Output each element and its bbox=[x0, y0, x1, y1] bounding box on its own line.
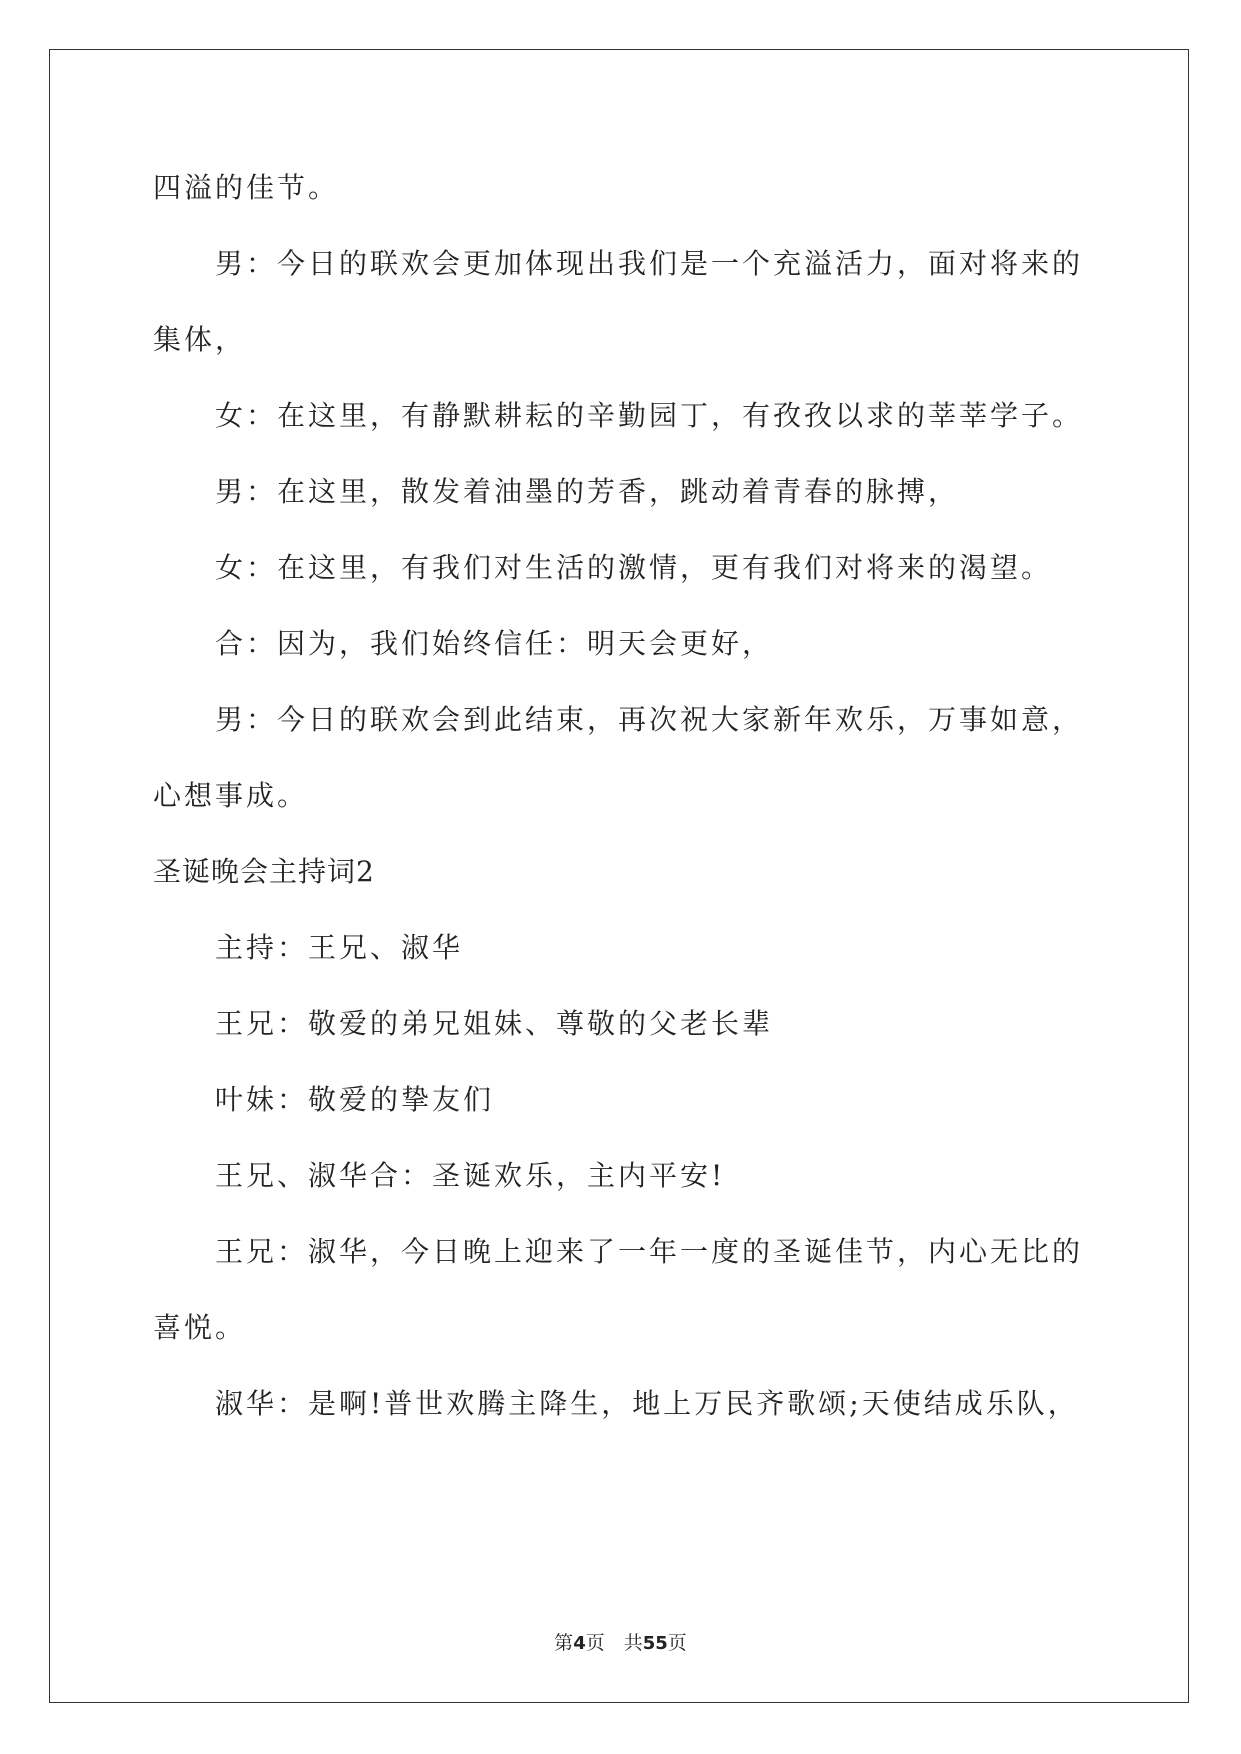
paragraph-line: 喜悦。 bbox=[153, 1311, 247, 1344]
footer-page-number: 4 bbox=[573, 1633, 586, 1654]
paragraph-line: 男：今日的联欢会到此结束，再次祝大家新年欢乐，万事如意， bbox=[215, 703, 1084, 736]
paragraph-line: 叶妹：敬爱的挚友们 bbox=[215, 1083, 495, 1116]
paragraph-line: 王兄：淑华，今日晚上迎来了一年一度的圣诞佳节，内心无比的 bbox=[215, 1235, 1084, 1268]
paragraph-line: 男：在这里，散发着油墨的芳香，跳动着青春的脉搏， bbox=[215, 475, 960, 508]
footer-page-prefix: 第 bbox=[554, 1632, 574, 1654]
paragraph-line: 女：在这里，有静默耕耘的辛勤园丁，有孜孜以求的莘莘学子。 bbox=[215, 399, 1084, 432]
footer-total-pages: 55 bbox=[642, 1633, 668, 1654]
paragraph-line: 女：在这里，有我们对生活的激情，更有我们对将来的渴望。 bbox=[215, 551, 1053, 584]
paragraph-line: 主持：王兄、淑华 bbox=[215, 931, 464, 964]
paragraph-line: 王兄：敬爱的弟兄姐妹、尊敬的父老长辈 bbox=[215, 1007, 774, 1040]
paragraph-line: 王兄、淑华合：圣诞欢乐，主内平安! bbox=[215, 1159, 726, 1192]
footer-page-suffix: 页 bbox=[667, 1632, 687, 1654]
paragraph-line: 合：因为，我们始终信任：明天会更好， bbox=[215, 627, 774, 660]
paragraph-line: 四溢的佳节。 bbox=[153, 171, 340, 204]
footer-page-mid: 页 共 bbox=[585, 1632, 643, 1654]
paragraph-line: 集体， bbox=[153, 323, 247, 356]
paragraph-line: 心想事成。 bbox=[153, 779, 309, 812]
page-footer bbox=[0, 1628, 1241, 1655]
paragraph-line: 淑华：是啊!普世欢腾主降生，地上万民齐歌颂;天使结成乐队， bbox=[215, 1387, 1079, 1420]
section-heading: 圣诞晚会主持词2 bbox=[153, 855, 375, 888]
paragraph-line: 男：今日的联欢会更加体现出我们是一个充溢活力，面对将来的 bbox=[215, 247, 1084, 280]
